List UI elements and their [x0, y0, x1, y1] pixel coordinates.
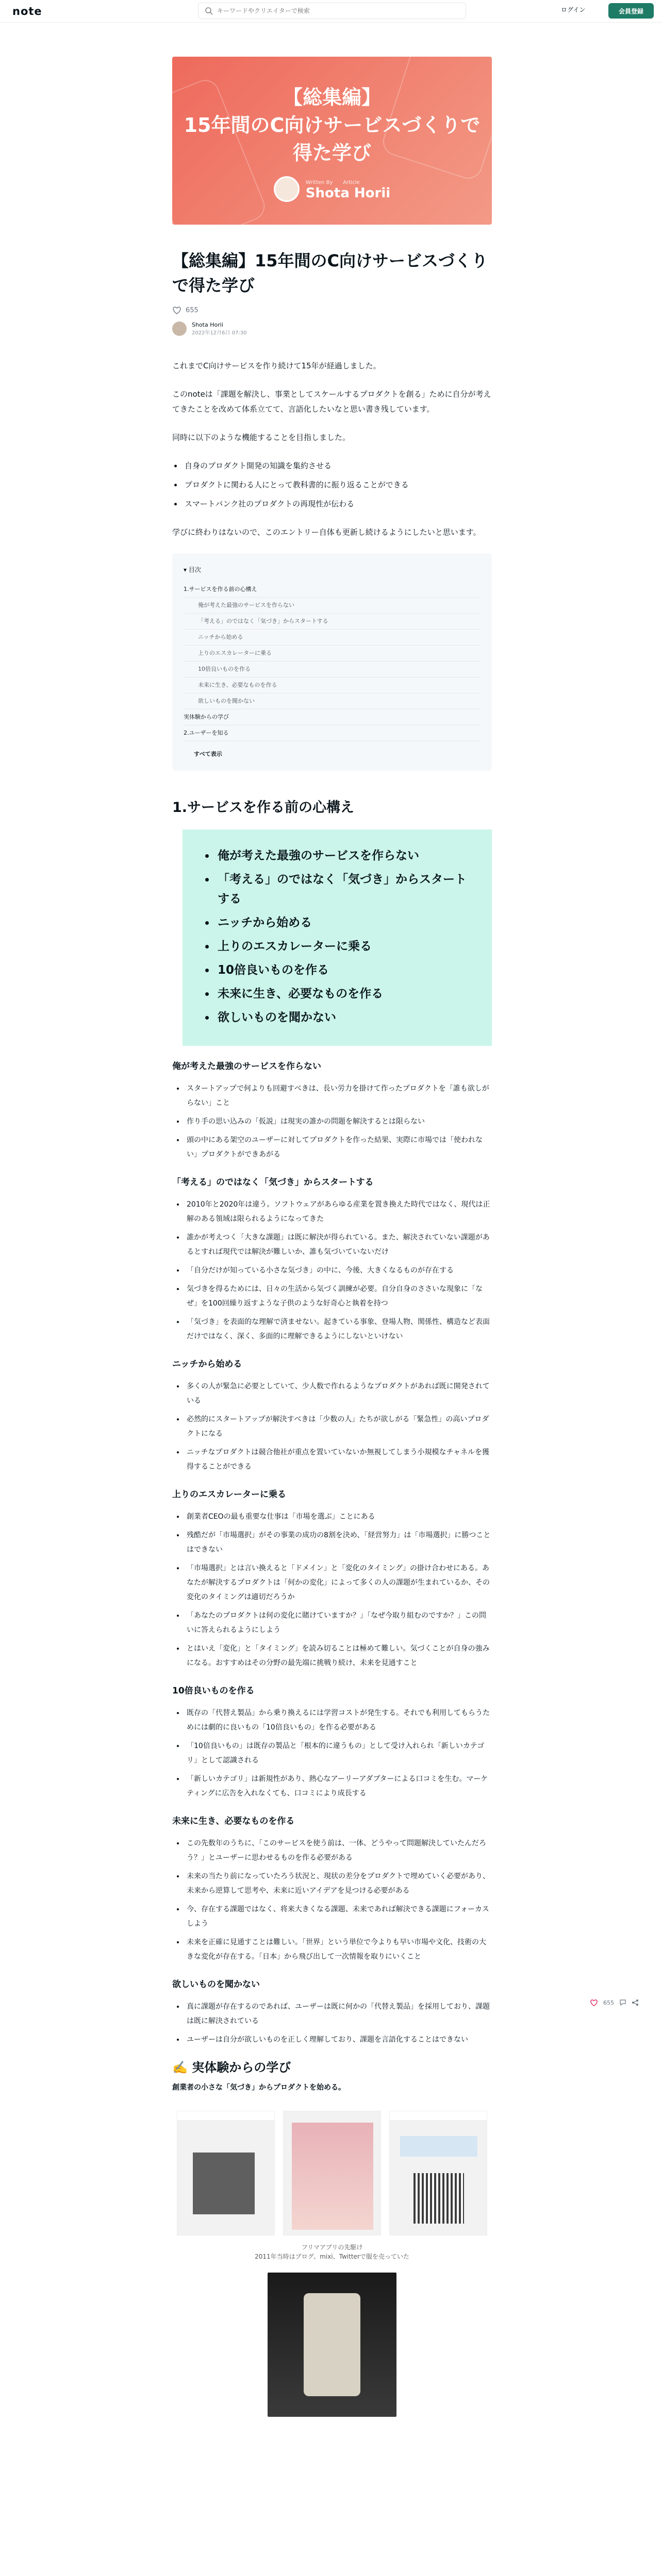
subsection-list	[172, 1059, 492, 2047]
bullet-list	[185, 1081, 492, 1162]
subsection-heading: 10倍良いものを作る	[172, 1686, 255, 1696]
share-icon[interactable]	[632, 1999, 639, 2006]
list-item: • 未来の当たり前になっていたろう状況と、現状の差分をプロダクトで埋めていく必要があり、未来から逆算して思考や、未来に近いアイデアを見つける必要がある	[185, 1869, 492, 1898]
author-name[interactable]: Shota Horii	[192, 321, 223, 328]
list-item: • 「市場選択」とは言い換えると「ドメイン」と「変化のタイミング」の掛け合わせにある。あなたが解決するプロダクトは「何かの変化」によって多くの人の課題が生まれているか、その変化のタイミングは適切だろうか	[185, 1561, 492, 1604]
signup-button[interactable]: 会員登録	[608, 3, 654, 19]
toc-item[interactable]: 2.ユーザーを知る	[184, 725, 481, 741]
bullet-list	[185, 1836, 492, 1964]
author-row	[172, 321, 492, 336]
list-item: • 「10倍良いもの」は既存の製品と「根本的に違うもの」として受け入れられ「新しいカテゴリ」として認識される	[185, 1739, 492, 1768]
hero-credit	[172, 176, 492, 202]
bullet-list	[185, 1197, 492, 1344]
hero-image	[172, 57, 492, 225]
list-item: • スマートバンク社のプロダクトの再現性が伝わる	[183, 497, 492, 512]
summary-item: • ニッチから始める	[216, 913, 471, 933]
bullet-list	[185, 1379, 492, 1474]
toc-item[interactable]: 1.サービスを作る前の心構え	[184, 582, 481, 598]
list-item: • スタートアップで何よりも回避すべきは、長い労力を掛けて作ったプロダクトを「誰も欲しがらない」こと	[185, 1081, 492, 1110]
list-item: • 誰かが考えつく「大きな課題」は既に解決が得られている。また、解決されていない課題があるとすれば現代では解決が難しいか、誰も気づいていないだけ	[185, 1230, 492, 1259]
hero-title-line: 【総集編】	[283, 86, 381, 109]
list-item: • 多くの人が緊急に必要としていて、少人数で作れるようなプロダクトがあれば既に開発されている	[185, 1379, 492, 1408]
paragraph: このnoteは「課題を解決し、事業としてスケールするプロダクトを創る」ために自分が考えてきたことを改めて体系立てて、言語化したいなと思い書き残しています。	[172, 389, 491, 414]
subsection-heading: 俺が考えた最強のサービスを作らない	[172, 1061, 321, 1072]
heart-icon[interactable]	[172, 306, 181, 314]
hero-title	[172, 83, 492, 167]
list-item: • 創業者CEOの最も重要な仕事は「市場を選ぶ」ことにある	[185, 1510, 492, 1524]
summary-item: • 未来に生き、必要なものを作る	[216, 984, 471, 1004]
hero-avatar	[274, 176, 300, 202]
list-item: • この先数年のうちに、「このサービスを使う前は、一体、どうやって問題解決していたんだろう？」とユーザーに思わせるものを作る必要がある	[185, 1836, 492, 1865]
bullet-list	[185, 1999, 492, 2047]
list-item: • 気づきを得るためには、日々の生活から気づく訓練が必要。自分自身のささいな現象に「なぜ」を100回繰り返すような子供のような好奇心と執着を持つ	[185, 1282, 492, 1311]
list-item: • 残酷だが「市場選択」がその事業の成功の8割を決め、「経営努力」は「市場選択」に勝つことはできない	[185, 1528, 492, 1557]
like-count[interactable]: 655	[186, 306, 198, 314]
summary-item: • 俺が考えた最強のサービスを作らない	[216, 846, 471, 866]
author-avatar[interactable]	[172, 321, 187, 336]
floating-actions	[590, 1999, 639, 2006]
publish-date: 2022年12月6日 07:30	[192, 330, 247, 336]
subsection-heading: 「考える」のではなく「気づき」からスタートする	[172, 1177, 374, 1188]
subsection-heading: 欲しいものを聞かない	[172, 1979, 260, 1990]
paragraph: これまでC向けサービスを作り続けて15年が経過しました。	[172, 361, 381, 370]
toc-item[interactable]: ニッチから始める	[184, 630, 481, 646]
screenshot-gallery	[172, 2111, 492, 2235]
hero-credit-name: Shota Horii	[305, 185, 391, 201]
comment-icon[interactable]	[619, 1999, 626, 2006]
toc-show-all[interactable]: すべて表示	[194, 751, 222, 757]
gallery-image	[177, 2111, 275, 2235]
bullet-list	[185, 1510, 492, 1670]
summary-box	[183, 829, 492, 1046]
list-item: • 「新しいカテゴリ」は新規性があり、熱心なアーリーアダプターによる口コミを生む。マーケティングに広告を入れなくても、口コミにより成長する	[185, 1772, 492, 1801]
toc-title: ▾ 目次	[184, 566, 201, 573]
list-item: • とはいえ「変化」と「タイミング」を読み切ることは極めて難しい。気づくことが自身の強みになる。おすすめはその分野の最先端に挑戦り続け、未来を見通すこと	[185, 1641, 492, 1670]
search-input[interactable]	[217, 7, 454, 14]
section-heading-experience: ✍️ 実体験からの学び	[172, 2060, 291, 2075]
toc-item[interactable]: 俺が考えた最強のサービスを作らない	[184, 598, 481, 614]
list-item: • 必然的にスタートアップが解決すべきは「少数の人」たちが欲しがる「緊急性」の高いプロダクトになる	[185, 1412, 492, 1441]
article	[172, 57, 492, 2417]
toc-item[interactable]: 未来に生き、必要なものを作る	[184, 677, 481, 693]
summary-item: • 「考える」のではなく「気づき」からスタートする	[216, 870, 471, 909]
list-item: • 未来を正確に見通すことは難しい。「世界」という単位で今よりも早い市場や文化、技術の大きな変化が存在する。「日本」から飛び出して一次情報を取りにいくこと	[185, 1935, 492, 1964]
note-logo[interactable]: note	[12, 5, 42, 18]
list-item: • 2010年と2020年は違う。ソフトウェアがあらゆる産業を置き換えた時代ではなく、現代は正解のある領域は限られるようになってきた	[185, 1197, 492, 1226]
toc-item[interactable]: 上りのエスカレーターに乗る	[184, 646, 481, 662]
hero-title-line: 得た学び	[292, 142, 371, 164]
toc-item[interactable]: 実体験からの学び	[184, 709, 481, 725]
list-item: • 作り手の思い込みの「仮説」は現実の誰かの問題を解決するとは限らない	[185, 1114, 492, 1129]
experience-title: 実体験からの学び	[192, 2060, 291, 2075]
header-bar	[0, 0, 662, 23]
search-icon	[205, 7, 213, 15]
list-item: • ユーザーは自分が欲しいものを正しく理解しており、課題を言語化することはできない	[185, 2032, 492, 2047]
subsection-heading: 上りのエスカレーターに乗る	[172, 1489, 286, 1500]
search-box[interactable]	[198, 3, 466, 19]
gallery-caption: 2011年当時はブログ、mixi、Twitterで服を売っていた	[255, 2253, 409, 2260]
section-heading: 1.サービスを作る前の心構え	[172, 800, 355, 816]
list-item: • 既存の「代替え製品」から乗り換えるには学習コストが発生する。それでも利用してもらうためには劇的に良いもの「10倍良いもの」を作る必要がある	[185, 1706, 492, 1735]
list-item: • 真に課題が存在するのであれば、ユーザーは既に何かの「代替え製品」を採用しており、課題は既に解決されている	[185, 1999, 492, 2028]
product-photo	[268, 2273, 396, 2417]
bullet-list	[185, 1706, 492, 1801]
article-body	[172, 359, 492, 2417]
table-of-contents	[172, 553, 492, 771]
hero-credit-label: Written By Article	[305, 179, 360, 185]
article-title: 【総集編】15年間のC向けサービスづくりで得た学び	[172, 251, 488, 295]
list-item: • 今、存在する課題ではなく、将来大きくなる課題、未来であれば解決できる課題にフォーカスしよう	[185, 1902, 492, 1931]
like-row	[172, 306, 492, 314]
list-item: • 自身のプロダクト開発の知識を集約させる	[183, 459, 492, 473]
paragraph: 同時に以下のような機能することを目指しました。	[172, 433, 351, 442]
gallery-image	[283, 2111, 381, 2235]
toc-item[interactable]: 欲しいものを聞かない	[184, 693, 481, 709]
subsection-heading: 未来に生き、必要なものを作る	[172, 1816, 295, 1826]
bullet-list	[183, 459, 492, 512]
list-item: • 頭の中にある架空のユーザーに対してプロダクトを作った結果、実際に市場では「使われない」プロダクトができあがる	[185, 1133, 492, 1162]
list-item: • ニッチなプロダクトは競合他社が重点を置いていないか無視してしまう小規模なチャネルを獲得することができる	[185, 1445, 492, 1474]
paragraph: 学びに終わりはないので、このエントリー自体も更新し続けるようにしたいと思います。	[172, 528, 481, 537]
toc-item[interactable]: 「考える」のではなく「気づき」からスタートする	[184, 614, 481, 630]
summary-item: • 欲しいものを聞かない	[216, 1008, 471, 1027]
toc-item[interactable]: 10倍良いものを作る	[184, 662, 481, 677]
summary-item: • 上りのエスカレーターに乗る	[216, 937, 471, 956]
experience-caption: 創業者の小さな「気づき」からプロダクトを始める。	[172, 2083, 345, 2092]
login-link[interactable]: ログイン	[561, 6, 586, 13]
hero-title-line: 15年間のC向けサービスづくりで	[184, 114, 481, 137]
list-item: • プロダクトに関わる人にとって教科書的に振り返ることができる	[183, 478, 492, 493]
list-item: • 「あなたのプロダクトは何の変化に賭けていますか？」「なぜ今取り組むのですか？」この問いに答えられるようにしよう	[185, 1608, 492, 1637]
subsection-heading: ニッチから始める	[172, 1359, 242, 1369]
heart-icon[interactable]	[590, 1999, 598, 2006]
gallery-caption: フリマアプリの先駆け	[301, 2244, 363, 2251]
summary-item: • 10倍良いものを作る	[216, 960, 471, 980]
floating-like-count[interactable]: 655	[603, 1999, 614, 2006]
toc-title-text: 目次	[188, 566, 201, 573]
list-item: • 「自分だけが知っている小さな気づき」の中に、今後、大きくなるものが存在する	[185, 1263, 492, 1278]
list-item: • 「気づき」を表面的な理解で済ませない。起きている事象、登場人物、関係性、構造など表面だけではなく、深く、多面的に理解できるようにしないといけない	[185, 1315, 492, 1344]
gallery-image	[389, 2111, 487, 2235]
